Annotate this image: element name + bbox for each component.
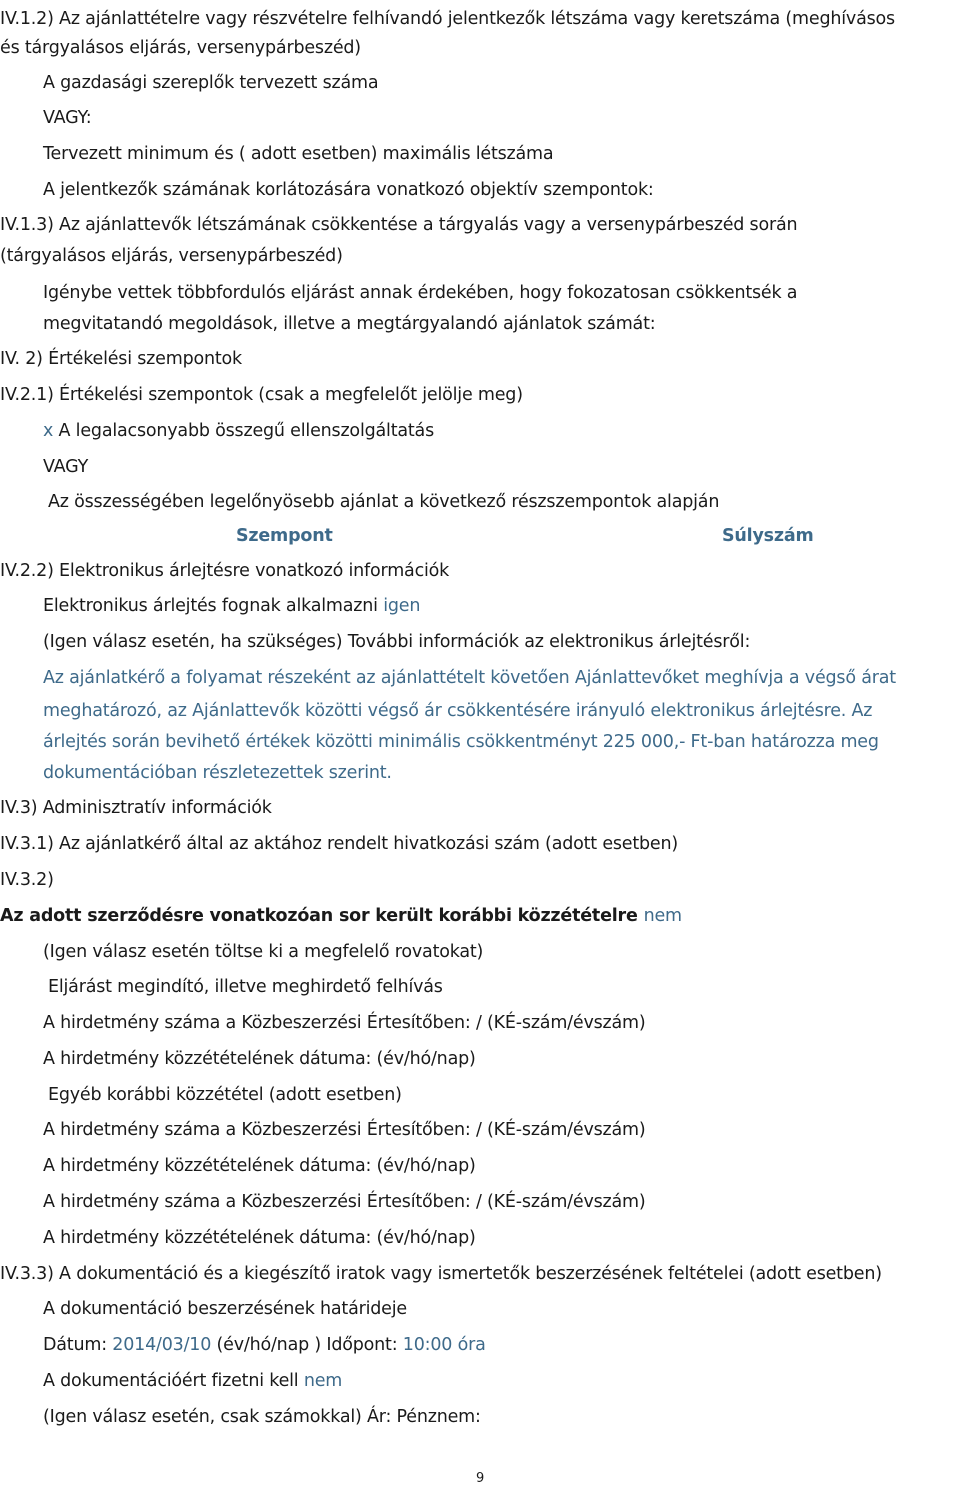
payment-label: A dokumentációért fizetni kell (43, 1371, 299, 1391)
notice-number-3: A hirdetmény száma a Közbeszerzési Értesítőben: / (KÉ-szám/évszám) (43, 1192, 646, 1212)
if-yes-note: (Igen válasz esetén töltse ki a megfelelő rovatokat) (43, 942, 484, 962)
section-iv-1-2-heading-line1: IV.1.2) Az ajánlattételre vagy részvételre felhívandó jelentkezők létszáma vagy keretszáma (meghívásos (0, 9, 895, 29)
section-iv-1-2-heading-line2: és tárgyalásos eljárás, versenypárbeszéd) (0, 38, 361, 58)
notice-number-1: A hirdetmény száma a Közbeszerzési Értesítőben: / (KÉ-szám/évszám) (43, 1013, 646, 1033)
best-value-label: Az összességében legelőnyösebb ajánlat a következő részszempontok alapján (48, 492, 720, 512)
initiating-notice-label: Eljárást megindító, illetve meghirdető felhívás (48, 977, 443, 997)
section-iv-3-2-heading: IV.3.2) (0, 870, 54, 890)
prior-publication-row (0, 905, 682, 927)
section-iv-3-3-heading: IV.3.3) A dokumentáció és a kiegészítő iratok vagy ismertetők beszerzésének feltételei (adott esetben) (0, 1264, 882, 1284)
section-iv-1-3-heading-line2: (tárgyalásos eljárás, versenypárbeszéd) (0, 246, 343, 266)
section-iv-2-1-heading: IV.2.1) Értékelési szempontok (csak a megfelelőt jelölje meg) (0, 385, 523, 405)
weight-column-header: Súlyszám (722, 526, 814, 546)
eauction-info-line3: árlejtés során bevihető értékek közötti minimális csökkentményt 225 000,- Ft-ban határozza meg (43, 732, 879, 752)
payment-row (43, 1370, 342, 1392)
date-format: (év/hó/nap ) (216, 1335, 321, 1355)
time-value: 10:00 óra (402, 1335, 486, 1355)
section-iv-2-heading: IV. 2) Értékelési szempontok (0, 349, 242, 369)
criterion-column-header: Szempont (236, 526, 333, 546)
criteria-label: A jelentkezők számának korlátozására vonatkozó objektív szempontok: (43, 180, 654, 200)
planned-count-label: A gazdasági szereplők tervezett száma (43, 73, 379, 93)
date-value: 2014/03/10 (112, 1335, 212, 1355)
or-label-2: VAGY (43, 457, 89, 477)
multi-round-text-line1: Igénybe vettek többfordulós eljárást annak érdekében, hogy fokozatosan csökkentsék a (43, 283, 798, 303)
eauction-value: igen (383, 596, 421, 616)
price-label: (Igen válasz esetén, csak számokkal) Ár: Pénznem: (43, 1407, 481, 1427)
notice-date-1: A hirdetmény közzétételének dátuma: (év/hó/nap) (43, 1049, 476, 1069)
section-iv-3-heading: IV.3) Adminisztratív információk (0, 798, 272, 818)
section-iv-3-1-heading: IV.3.1) Az ajánlatkérő által az aktához rendelt hivatkozási szám (adott esetben) (0, 834, 679, 854)
section-iv-2-2-heading: IV.2.2) Elektronikus árlejtésre vonatkozó információk (0, 561, 450, 581)
notice-number-2: A hirdetmény száma a Közbeszerzési Értesítőben: / (KÉ-szám/évszám) (43, 1120, 646, 1140)
eauction-info-label: (Igen válasz esetén, ha szükséges) További információk az elektronikus árlejtésről: (43, 632, 751, 652)
prior-publication-label: Az adott szerződésre vonatkozóan sor került korábbi közzétételre (0, 906, 638, 926)
documentation-deadline-label: A dokumentáció beszerzésének határideje (43, 1299, 407, 1319)
page-number: 9 (475, 1471, 485, 1486)
lowest-price-label: A legalacsonyabb összegű ellenszolgáltatás (58, 421, 434, 441)
eauction-info-line1: Az ajánlatkérő a folyamat részeként az ajánlattételt követően Ajánlattevőket meghívja a végső árat (43, 668, 896, 688)
time-label: Időpont: (326, 1335, 398, 1355)
notice-date-3: A hirdetmény közzétételének dátuma: (év/hó/nap) (43, 1228, 476, 1248)
deadline-row (43, 1334, 486, 1356)
payment-value: nem (303, 1371, 343, 1391)
prior-publication-value: nem (643, 906, 682, 926)
eauction-row (43, 595, 420, 617)
notice-date-2: A hirdetmény közzétételének dátuma: (év/hó/nap) (43, 1156, 476, 1176)
section-iv-1-3-heading-line1: IV.1.3) Az ajánlattevők létszámának csökkentése a tárgyalás vagy a versenypárbeszéd során (0, 215, 798, 235)
or-label: VAGY: (43, 108, 92, 128)
eauction-info-line4: dokumentációban részletezettek szerint. (43, 763, 392, 783)
min-max-label: Tervezett minimum és ( adott esetben) maximális létszáma (43, 144, 554, 164)
check-mark: x (43, 421, 54, 441)
lowest-price-option (43, 420, 434, 442)
other-prior-publication-label: Egyéb korábbi közzététel (adott esetben) (48, 1085, 402, 1105)
multi-round-text-line2: megvitatandó megoldások, illetve a megtárgyalandó ajánlatok számát: (43, 314, 656, 334)
date-label: Dátum: (43, 1335, 107, 1355)
eauction-info-line2: meghatározó, az Ajánlattevők közötti végső ár csökkentésére irányuló elektronikus árlejtésre. Az (43, 701, 873, 721)
eauction-label: Elektronikus árlejtés fognak alkalmazni (43, 596, 378, 616)
